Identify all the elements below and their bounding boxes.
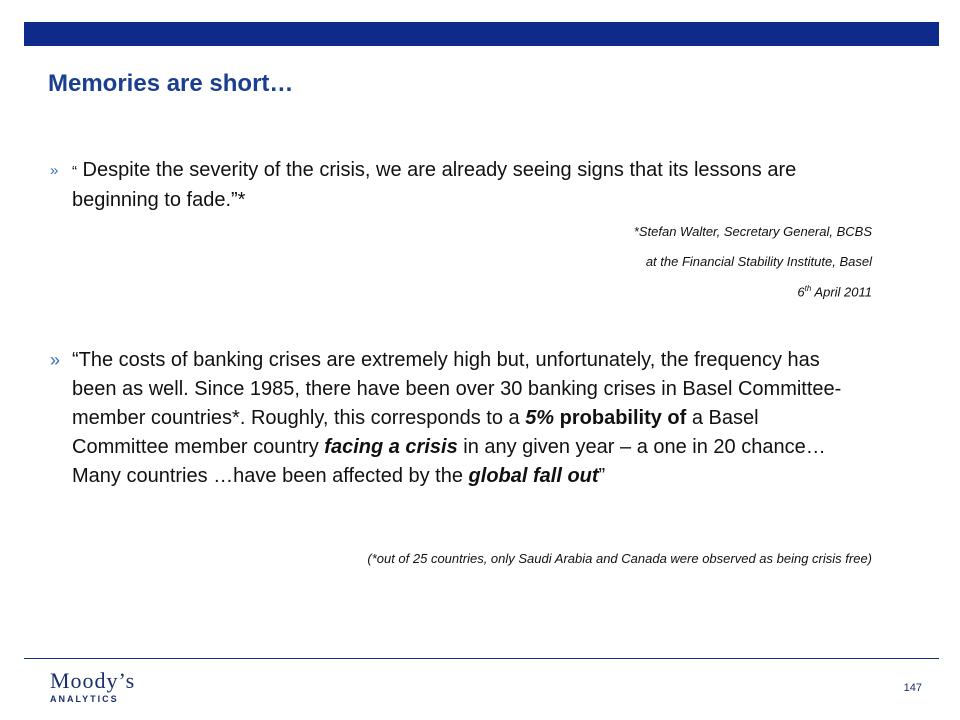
bullet-marker-icon: » [50,162,59,179]
list-item [50,346,850,491]
attribution-line: at the Financial Stability Institute, Basel [645,254,872,269]
list-item [50,156,850,215]
emphasis: probability of [554,407,687,429]
quote-text [72,156,850,215]
emphasis: 5% [525,407,555,429]
quote-segment: ” [598,465,606,487]
open-quote: “ [72,163,77,180]
date-rest: April 2011 [811,284,872,300]
emphasis: global fall out [468,465,599,487]
logo-brand: Moody’s [50,668,136,693]
quote-body: Despite the severity of the crisis, we are already seeing signs that its lessons are beginning to fade.”* [72,159,797,211]
page-title: Memories are short… [48,70,294,97]
date-day: 6 [797,284,805,300]
page-number: 147 [903,682,922,694]
logo-sub: ANALYTICS [50,694,119,704]
footnote: (*out of 25 countries, only Saudi Arabia and Canada were observed as being crisis free) [367,551,872,566]
header-bar [24,22,939,46]
bullet-marker-icon: » [50,350,61,370]
quote-text [72,346,850,491]
attribution-line: *Stefan Walter, Secretary General, BCBS [633,224,872,239]
quote-segment: “The costs of banking crises are extremely high but, unfortunately, the frequency has been as well. Since 1985, there have been over 30 banking crises in Basel Committee-member countries*. Roughly, this corresponds to a [72,349,842,429]
quote-segment: in any given year – a one in 20 chance… Many countries …have been affected by the [72,436,826,487]
moodys-analytics-logo [50,670,135,704]
quote-segment: a Basel Committee member country [72,407,759,458]
emphasis: facing a crisis [324,436,458,458]
date-suffix: th [804,284,812,293]
attribution-date [797,284,872,299]
footer-divider [24,658,939,659]
